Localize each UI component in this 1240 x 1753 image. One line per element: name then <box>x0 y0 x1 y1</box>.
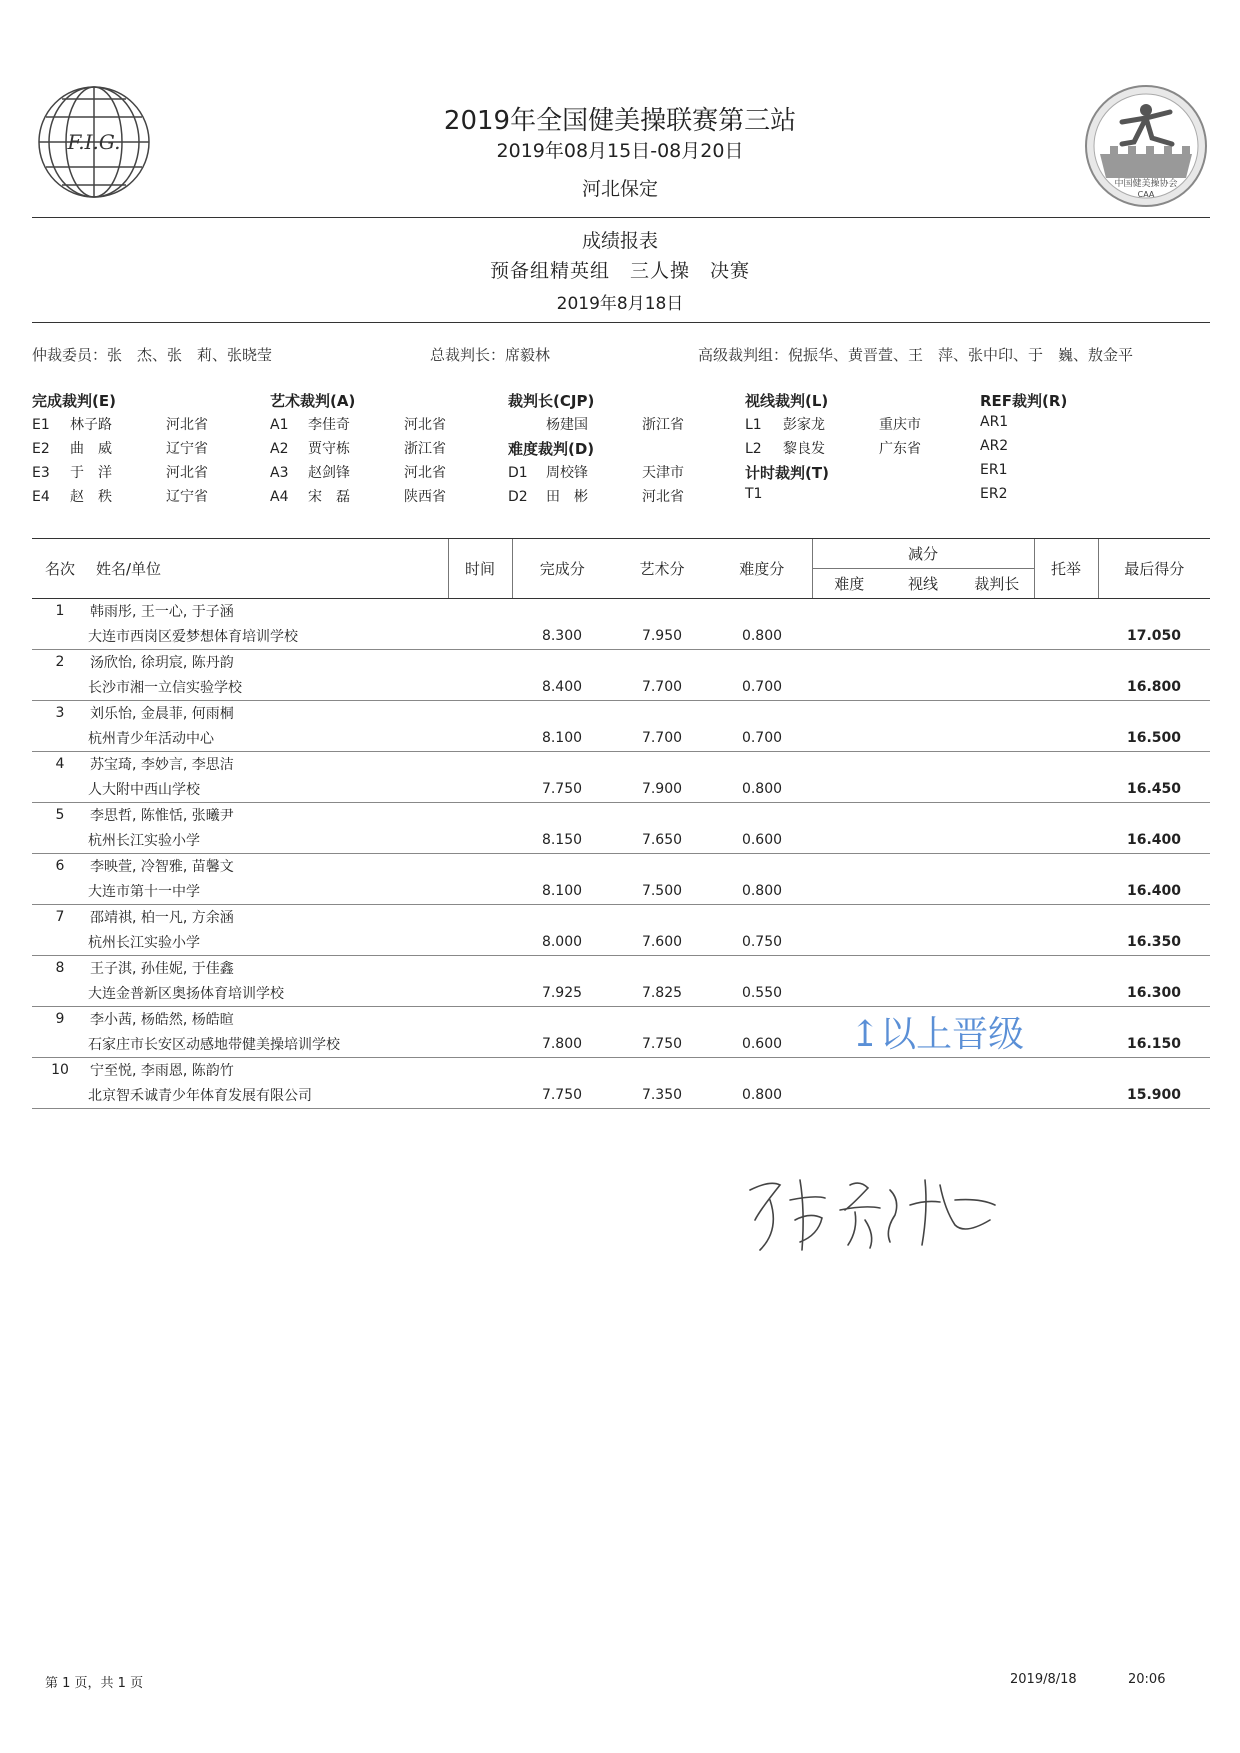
chief-judge: 总裁判长：席毅林 <box>430 346 551 364</box>
judge-province: 重庆市 <box>879 417 921 433</box>
qualification-annotation <box>850 1006 1024 1057</box>
table-row-scores <box>32 776 1210 803</box>
judge-name: 彭家龙 <box>783 417 825 433</box>
time-header: 时间 <box>448 539 512 599</box>
table-header <box>32 539 1210 599</box>
judge-name: 赵 秩 <box>70 489 112 505</box>
athletes-cell: 刘乐怡, 金晨菲, 何雨桐 <box>90 706 234 722</box>
execution-score-cell: 7.925 <box>512 980 612 1007</box>
execution-score-cell: 8.300 <box>512 623 612 650</box>
artistry-score-cell: 7.600 <box>612 929 712 956</box>
artistry-score-cell: 7.750 <box>612 1031 712 1058</box>
rank-cell: 2 <box>55 654 65 670</box>
execution-score-cell: 8.400 <box>512 674 612 701</box>
final-score-cell: 16.400 <box>1098 878 1210 905</box>
athletes-cell: 宁至悦, 李雨恩, 陈韵竹 <box>90 1063 234 1079</box>
table-row-scores <box>32 827 1210 854</box>
judge-province: 辽宁省 <box>166 441 208 457</box>
judge-province: 浙江省 <box>642 417 684 433</box>
judge-code: E2 <box>32 441 50 457</box>
judge-province: 广东省 <box>879 441 921 457</box>
judge-row <box>270 414 484 438</box>
header-divider <box>32 217 1210 218</box>
judge-code: AR2 <box>980 438 1009 454</box>
artistry-score-cell: 7.700 <box>612 674 712 701</box>
lift-header: 托举 <box>1034 539 1098 599</box>
judge-row <box>32 414 246 438</box>
ded-line-header: 视线 <box>886 569 960 599</box>
judge-name: 贾守栋 <box>308 441 350 457</box>
club-cell: 杭州青少年活动中心 <box>88 725 448 752</box>
chief-judge-signature <box>740 1150 1040 1270</box>
judge-code: A1 <box>270 417 289 433</box>
final-score-cell: 15.900 <box>1098 1082 1210 1109</box>
artistry-header: 艺术分 <box>612 539 712 599</box>
athletes-cell: 韩雨彤, 王一心, 于子涵 <box>90 604 234 620</box>
difficulty-header: 难度分 <box>712 539 812 599</box>
results-table <box>32 538 1210 1109</box>
artistry-judges <box>270 390 484 510</box>
final-score-cell: 16.300 <box>1098 980 1210 1007</box>
judge-row <box>745 486 959 510</box>
execution-score-cell: 7.750 <box>512 1082 612 1109</box>
table-row-scores <box>32 929 1210 956</box>
judge-row <box>32 438 246 462</box>
rank-cell: 4 <box>55 756 65 772</box>
rank-cell: 8 <box>55 960 65 976</box>
judge-name: 田 彬 <box>546 489 588 505</box>
athletes-cell: 汤欣怡, 徐玥宸, 陈丹韵 <box>90 655 234 671</box>
final-score-header: 最后得分 <box>1098 539 1210 599</box>
judge-row <box>270 438 484 462</box>
rank-cell: 1 <box>55 603 65 619</box>
up-arrow-icon: ↥ <box>850 1014 881 1055</box>
execution-judges-title: 完成裁判(E) <box>32 392 116 410</box>
table-row <box>32 1007 1210 1032</box>
athletes-cell: 李思哲, 陈惟恬, 张曦尹 <box>90 808 234 824</box>
rank-cell: 6 <box>55 858 65 874</box>
judge-code: ER1 <box>980 462 1008 478</box>
rank-header: 名次 <box>32 539 88 599</box>
table-row-scores <box>32 1082 1210 1109</box>
execution-score-cell: 8.150 <box>512 827 612 854</box>
annotation-text: 以上晋级 <box>880 1014 1025 1055</box>
difficulty-score-cell: 0.600 <box>712 827 812 854</box>
table-row <box>32 599 1210 624</box>
judge-name: 于 洋 <box>70 465 112 481</box>
judge-province: 河北省 <box>404 465 446 481</box>
table-row-scores <box>32 980 1210 1007</box>
judge-province: 浙江省 <box>404 441 446 457</box>
judge-code: E3 <box>32 465 50 481</box>
execution-score-cell: 8.000 <box>512 929 612 956</box>
club-cell: 长沙市湘一立信实验学校 <box>88 674 448 701</box>
judge-name: 曲 威 <box>70 441 112 457</box>
execution-score-cell: 8.100 <box>512 878 612 905</box>
execution-judges <box>32 390 246 510</box>
table-row-scores <box>32 878 1210 905</box>
club-cell: 北京智禾诚青少年体育发展有限公司 <box>88 1082 448 1109</box>
judge-code: L1 <box>745 417 762 433</box>
caa-logo-abbr: CAA <box>1137 190 1155 199</box>
print-date: 2019/8/18 <box>1010 1672 1077 1687</box>
judge-row <box>508 462 722 486</box>
judge-code: ER2 <box>980 486 1008 502</box>
judge-row <box>508 414 722 438</box>
final-score-cell: 16.150 <box>1098 1031 1210 1058</box>
ded-difficulty-header: 难度 <box>812 569 886 599</box>
rank-cell: 9 <box>55 1011 65 1027</box>
judge-row <box>508 486 722 510</box>
event-dates: 2019年08月15日-08月20日 <box>496 140 744 162</box>
rank-cell: 10 <box>51 1062 69 1078</box>
judge-province: 河北省 <box>404 417 446 433</box>
judge-row <box>270 486 484 510</box>
judge-province: 辽宁省 <box>166 489 208 505</box>
club-cell: 石家庄市长安区动感地带健美操培训学校 <box>88 1031 448 1058</box>
cjp-title: 裁判长(CJP) <box>508 392 595 410</box>
table-row <box>32 905 1210 930</box>
final-score-cell: 16.350 <box>1098 929 1210 956</box>
final-score-cell: 16.450 <box>1098 776 1210 803</box>
judge-code: A4 <box>270 489 289 505</box>
judge-province: 天津市 <box>642 465 684 481</box>
club-cell: 人大附中西山学校 <box>88 776 448 803</box>
table-row-scores <box>32 725 1210 752</box>
artistry-score-cell: 7.350 <box>612 1082 712 1109</box>
judge-row <box>32 486 246 510</box>
judge-province: 河北省 <box>166 417 208 433</box>
difficulty-score-cell: 0.700 <box>712 674 812 701</box>
difficulty-score-cell: 0.800 <box>712 623 812 650</box>
execution-header: 完成分 <box>512 539 612 599</box>
execution-score-cell: 8.100 <box>512 725 612 752</box>
table-row <box>32 701 1210 726</box>
table-row-scores <box>32 1031 1210 1058</box>
artistry-score-cell: 7.500 <box>612 878 712 905</box>
fig-logo-text: F.I.G. <box>67 130 121 154</box>
table-row <box>32 650 1210 675</box>
artistry-judges-title: 艺术裁判(A) <box>270 392 356 410</box>
table-row <box>32 752 1210 777</box>
artistry-score-cell: 7.950 <box>612 623 712 650</box>
difficulty-score-cell: 0.800 <box>712 1082 812 1109</box>
athletes-cell: 李小茜, 杨皓然, 杨皓暄 <box>90 1012 234 1028</box>
artistry-score-cell: 7.650 <box>612 827 712 854</box>
judge-province: 河北省 <box>166 465 208 481</box>
difficulty-score-cell: 0.800 <box>712 878 812 905</box>
table-row <box>32 854 1210 879</box>
club-cell: 大连金普新区奥扬体育培训学校 <box>88 980 448 1007</box>
report-category: 预备组精英组 三人操 决赛 <box>489 260 750 282</box>
judge-row <box>32 462 246 486</box>
judge-code: A2 <box>270 441 289 457</box>
judge-name: 赵剑锋 <box>308 465 350 481</box>
judge-code: D2 <box>508 489 528 505</box>
event-title: 2019年全国健美操联赛第三站 <box>443 106 797 136</box>
artistry-score-cell: 7.900 <box>612 776 712 803</box>
final-score-cell: 17.050 <box>1098 623 1210 650</box>
artistry-score-cell: 7.825 <box>612 980 712 1007</box>
judge-name: 宋 磊 <box>308 489 350 505</box>
judge-province: 陕西省 <box>404 489 446 505</box>
rank-cell: 7 <box>55 909 65 925</box>
deductions-header: 减分 <box>812 539 1034 569</box>
rank-cell: 5 <box>55 807 65 823</box>
line-time-judges <box>745 390 959 510</box>
final-score-cell: 16.500 <box>1098 725 1210 752</box>
judge-name: 周校锋 <box>546 465 588 481</box>
table-row <box>32 956 1210 981</box>
report-date: 2019年8月18日 <box>556 294 684 314</box>
judge-name: 黎良发 <box>783 441 825 457</box>
judge-row <box>270 462 484 486</box>
artistry-score-cell: 7.700 <box>612 725 712 752</box>
judge-code: D1 <box>508 465 528 481</box>
judge-code: E1 <box>32 417 50 433</box>
athletes-cell: 邵靖祺, 柏一凡, 方余涵 <box>90 910 234 926</box>
page-number: 第 1 页，共 1 页 <box>45 1676 144 1691</box>
time-judges-title: 计时裁判(T) <box>745 464 829 482</box>
cjp-difficulty-judges <box>508 390 722 510</box>
judge-name: 林子路 <box>70 417 112 433</box>
athletes-cell: 李映萱, 冷智雅, 苗馨文 <box>90 859 234 875</box>
caa-logo-text: 中国健美操协会 <box>1114 179 1178 189</box>
table-row-scores <box>32 623 1210 650</box>
report-title: 成绩报表 <box>581 230 658 252</box>
judge-code: L2 <box>745 441 762 457</box>
table-body <box>32 599 1210 1109</box>
table-row <box>32 803 1210 828</box>
final-score-cell: 16.800 <box>1098 674 1210 701</box>
arbitration-committee: 仲裁委员：张 杰、张 莉、张晓莹 <box>32 346 273 364</box>
execution-score-cell: 7.750 <box>512 776 612 803</box>
table-row-scores <box>32 674 1210 701</box>
club-cell: 杭州长江实验小学 <box>88 827 448 854</box>
judge-code: AR1 <box>980 414 1009 430</box>
judge-province: 河北省 <box>642 489 684 505</box>
difficulty-score-cell: 0.750 <box>712 929 812 956</box>
senior-judge-panel: 高级裁判组：倪振华、黄晋萱、王 萍、张中印、于 巍、敖金平 <box>698 346 1134 364</box>
judge-code: A3 <box>270 465 289 481</box>
judge-row <box>745 414 959 438</box>
difficulty-score-cell: 0.800 <box>712 776 812 803</box>
club-cell: 杭州长江实验小学 <box>88 929 448 956</box>
judge-code: E4 <box>32 489 50 505</box>
event-location: 河北保定 <box>581 178 658 200</box>
print-time: 20:06 <box>1128 1672 1166 1687</box>
final-score-cell: 16.400 <box>1098 827 1210 854</box>
difficulty-judges-title: 难度裁判(D) <box>508 440 595 458</box>
club-cell: 大连市第十一中学 <box>88 878 448 905</box>
ref-judges-title: REF裁判(R) <box>980 392 1068 410</box>
difficulty-score-cell: 0.600 <box>712 1031 812 1058</box>
report-divider <box>32 322 1210 323</box>
judge-code: T1 <box>745 486 763 502</box>
difficulty-score-cell: 0.700 <box>712 725 812 752</box>
name-header: 姓名/单位 <box>88 539 448 599</box>
ded-cjp-header: 裁判长 <box>960 569 1034 599</box>
rank-cell: 3 <box>55 705 65 721</box>
judge-name: 杨建国 <box>546 417 588 433</box>
execution-score-cell: 7.800 <box>512 1031 612 1058</box>
judge-row <box>745 438 959 462</box>
athletes-cell: 苏宝琦, 李妙言, 李思洁 <box>90 757 234 773</box>
difficulty-score-cell: 0.550 <box>712 980 812 1007</box>
table-row <box>32 1058 1210 1083</box>
club-cell: 大连市西岗区爱梦想体育培训学校 <box>88 623 448 650</box>
judge-name: 李佳奇 <box>308 417 350 433</box>
athletes-cell: 王子淇, 孙佳妮, 于佳鑫 <box>90 961 234 977</box>
line-judges-title: 视线裁判(L) <box>745 392 829 410</box>
ref-judges <box>980 390 1067 510</box>
